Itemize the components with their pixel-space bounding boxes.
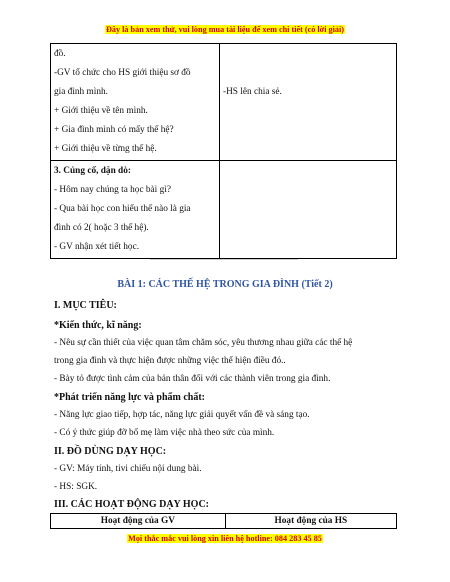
list-item: -GV tổ chức cho HS giới thiệu sơ đồ <box>54 68 191 78</box>
page-separator <box>150 259 298 260</box>
competence-heading: *Phát triển năng lực và phẩm chất: <box>54 392 206 403</box>
hotline-banner <box>0 534 450 543</box>
lesson-title: BÀI 1: CÁC THẾ HỆ TRONG GIA ĐÌNH (Tiết 2) <box>117 279 333 290</box>
competence-line: - Năng lực giao tiếp, hợp tác, năng lực giải quyết vấn đề và sáng tạo. <box>54 410 310 420</box>
preview-notice-text: Đây là bản xem thử, vui lòng mua tài liệu để xem chi tiết (có lời giải) <box>105 25 344 34</box>
materials-heading: II. ĐỒ DÙNG DẠY HỌC: <box>54 446 167 457</box>
column-header-student: Hoạt động của HS <box>225 514 396 529</box>
list-item: -HS lên chia sẻ. <box>223 87 282 97</box>
hotline-text: Mọi thắc mắc vui lòng xin liên hệ hotline: 084 283 45 85 <box>128 534 322 543</box>
column-header-teacher: Hoạt động của GV <box>51 514 226 529</box>
list-item: đình có 2( hoặc 3 thế hệ). <box>54 223 149 233</box>
teacher-activity-cell <box>51 44 220 161</box>
competence-line: - Có ý thức giúp đỡ bố mẹ làm việc nhà theo sức của mình. <box>54 428 275 438</box>
activities-table <box>50 513 397 529</box>
teacher-activity-cell <box>51 161 220 259</box>
preview-notice-banner <box>0 25 450 34</box>
knowledge-line: - Nêu sự cần thiết của việc quan tâm chăm sóc, yêu thương nhau giữa các thế hệ <box>54 338 353 348</box>
list-item: + Giới thiệu về tên mình. <box>54 106 148 116</box>
lesson-activity-table <box>50 43 397 259</box>
list-item: - Qua bài học con hiểu thế nào là gia <box>54 204 191 214</box>
knowledge-line: trong gia đình và thực hiện được những việc thể hiện điều đó.. <box>54 356 286 366</box>
knowledge-heading: *Kiến thức, kĩ năng: <box>54 320 142 331</box>
list-item: gia đình mình. <box>54 87 108 97</box>
objectives-heading: I. MỤC TIÊU: <box>54 300 117 311</box>
activities-heading: III. CÁC HOẠT ĐỘNG DẠY HỌC: <box>54 499 210 510</box>
list-item: - GV nhận xét tiết học. <box>54 242 140 252</box>
student-activity-cell <box>220 44 397 161</box>
list-item: - Hôm nay chúng ta học bài gì? <box>54 185 171 195</box>
table-row <box>51 161 397 259</box>
list-item: + Giới thiệu về từng thế hệ. <box>54 144 157 154</box>
materials-line: - GV: Máy tính, tivi chiếu nội dung bài. <box>54 464 202 474</box>
materials-line: - HS: SGK. <box>54 482 98 492</box>
section-heading: 3. Củng cố, dặn dò: <box>54 166 131 176</box>
student-activity-cell <box>220 161 397 259</box>
table-header-row <box>51 514 397 529</box>
knowledge-line: - Bày tỏ được tình cảm của bản thân đối với các thành viên trong gia đình. <box>54 374 331 384</box>
list-item: đồ. <box>54 49 66 59</box>
table-row <box>51 44 397 161</box>
list-item: + Gia đình mình có mấy thế hệ? <box>54 125 174 135</box>
